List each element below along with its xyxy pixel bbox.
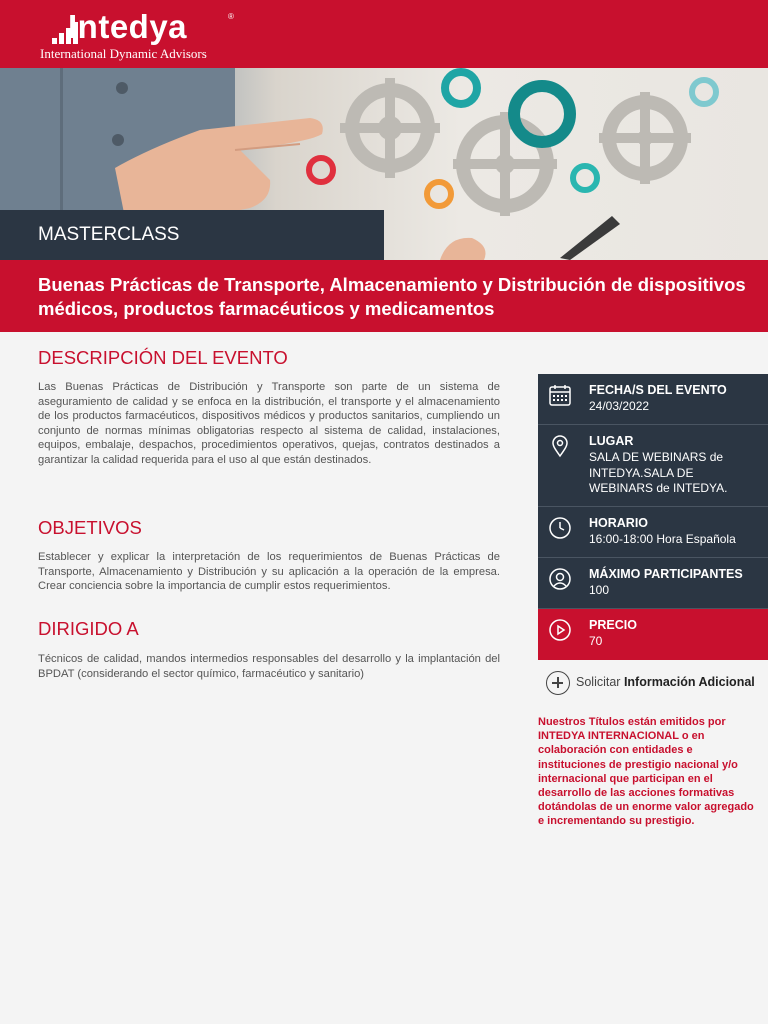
logo-registered-mark: ® bbox=[228, 12, 234, 21]
horario-value: 16:00-18:00 Hora Española bbox=[589, 532, 736, 546]
objetivos-heading: OBJETIVOS bbox=[38, 517, 142, 538]
title-band bbox=[0, 260, 768, 332]
calendar-icon bbox=[548, 383, 572, 407]
dirigido-heading: DIRIGIDO A bbox=[38, 618, 139, 639]
precio-label: PRECIO bbox=[589, 618, 637, 632]
fecha-label: FECHA/S DEL EVENTO bbox=[589, 383, 727, 397]
info-horario bbox=[538, 507, 768, 558]
lugar-value: SALA DE WEBINARS de INTEDYA.SALA DE WEBINARS de INTEDYA. bbox=[589, 450, 728, 495]
location-pin-icon bbox=[548, 434, 572, 458]
logo-tagline: International Dynamic Advisors bbox=[40, 46, 207, 61]
logo-name: Intedya bbox=[68, 8, 188, 45]
objetivos-text: Establecer y explicar la interpretación de los requerimientos de Buenas Prácticas de Transporte, Almacenamiento y Distribución y su aplicación a la operación de la empresa. Crear conciencia sobre la importancia de cumplir estos requerimientos. bbox=[38, 551, 500, 592]
info-precio bbox=[538, 609, 768, 660]
info-lugar bbox=[538, 425, 768, 507]
request-info-label: Solicitar Información Adicional bbox=[576, 675, 755, 689]
info-maximo bbox=[538, 558, 768, 609]
certification-note: Nuestros Títulos están emitidos por INTEDYA INTERNACIONAL o en colaboración con entidades e instituciones de prestigio nacional y/o internacional que participan en el desarrollo de las acciones formativas dotándolas de un enorme valor agregado e incrementando su prestigio. bbox=[538, 716, 754, 828]
header-bar bbox=[0, 0, 768, 68]
plus-circle-icon bbox=[546, 671, 570, 695]
play-circle-icon bbox=[548, 618, 572, 642]
descripcion-text: Las Buenas Prácticas de Distribución y Transporte son parte de un sistema de aseguramiento de calidad y se enfoca en la distribución, el transporte y el almacenamiento de los productos farmacéuticos, dispositivos médicos y productos sanitarios, cumpliendo un conjunto de normas mínimas obligatorias respecto al sistema de calidad, instalaciones, equipos, embalaje, despachos, procedimientos operativos, quejas, contratos destinados a garantizar la calidad requerida para el uso al que están destinados. bbox=[38, 381, 500, 466]
request-info-button[interactable] bbox=[546, 670, 768, 696]
event-info-panel bbox=[538, 374, 768, 660]
descripcion-heading: DESCRIPCIÓN DEL EVENTO bbox=[38, 347, 288, 368]
fecha-value: 24/03/2022 bbox=[589, 399, 650, 413]
page-title: Buenas Prácticas de Transporte, Almacenamiento y Distribución de dispositivos médicos, productos farmacéuticos y medicamentos bbox=[38, 274, 746, 319]
maximo-value: 100 bbox=[589, 583, 610, 597]
info-fecha bbox=[538, 374, 768, 425]
user-icon bbox=[548, 567, 572, 591]
clock-icon bbox=[548, 516, 572, 540]
masterclass-label: MASTERCLASS bbox=[38, 224, 180, 245]
precio-value: 70 bbox=[589, 634, 603, 648]
lugar-label: LUGAR bbox=[589, 434, 634, 448]
dirigido-text: Técnicos de calidad, mandos intermedios responsables del desarrollo y la implantación del BPDAT (considerando el sector químico, farmacéutico y sanitario) bbox=[38, 653, 500, 680]
masterclass-badge bbox=[0, 210, 384, 260]
horario-label: HORARIO bbox=[589, 516, 649, 530]
maximo-label: MÁXIMO PARTICIPANTES bbox=[589, 567, 743, 581]
